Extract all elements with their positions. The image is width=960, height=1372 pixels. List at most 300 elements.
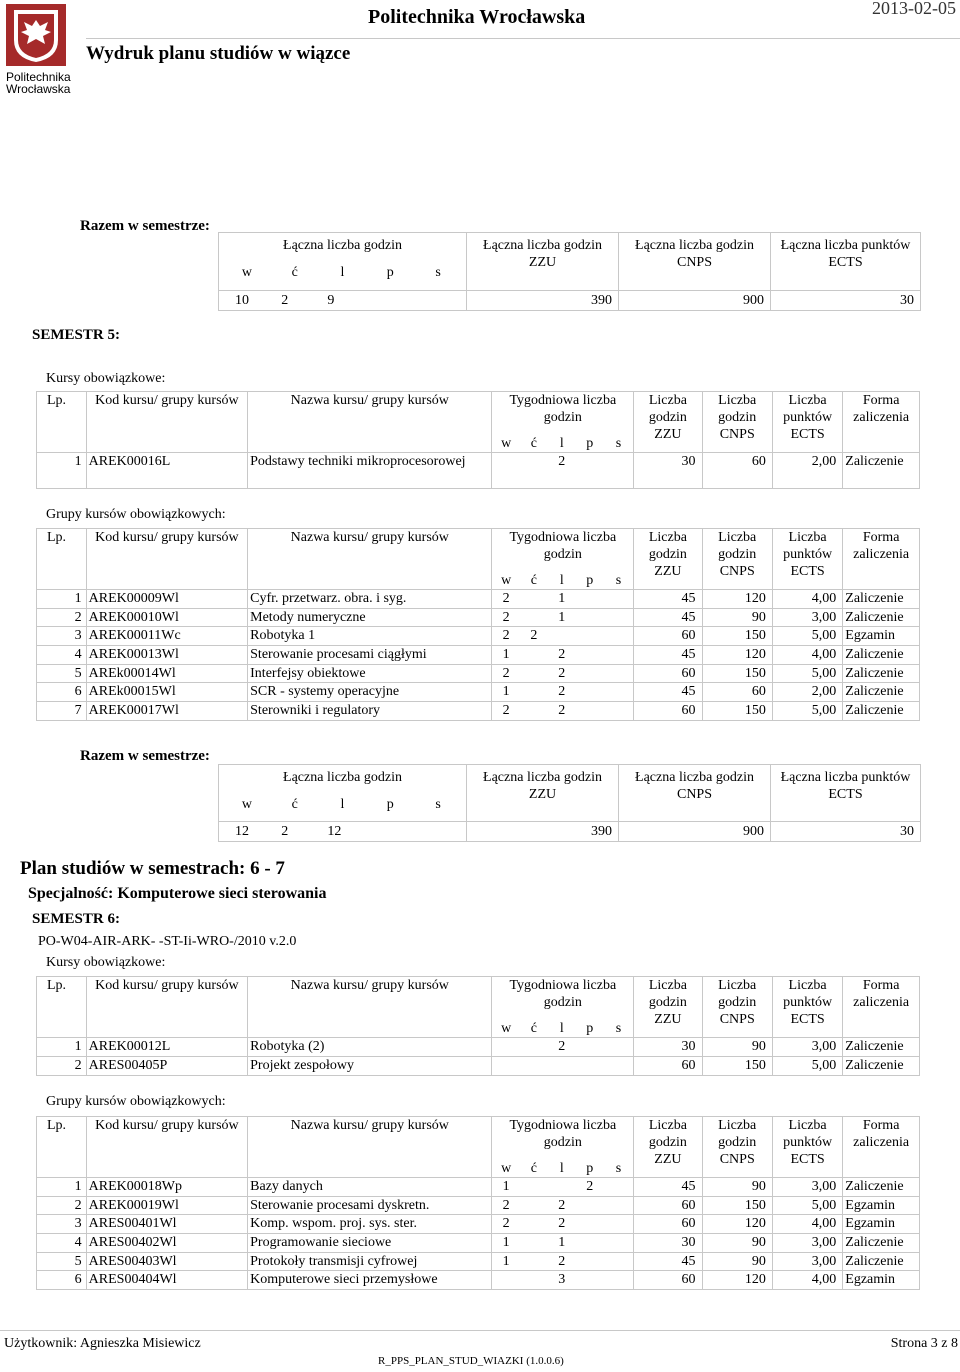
row-p	[576, 1038, 604, 1057]
header-nazwa: Nazwa kursu/ grupy kursów	[248, 529, 492, 590]
row-w: 2	[492, 702, 520, 721]
row-s	[604, 627, 634, 646]
header-divider	[86, 38, 960, 39]
row-c	[520, 1196, 548, 1215]
row-cnps: 150	[702, 627, 772, 646]
header-col-s: s	[604, 1159, 634, 1178]
header-tygodniowa: Tygodniowa liczba godzin	[492, 529, 634, 571]
row-l: 1	[548, 1234, 576, 1253]
row-l	[548, 627, 576, 646]
header-lp: Lp.	[37, 529, 87, 590]
header-col-w: w	[492, 1019, 520, 1038]
sum-p	[374, 292, 420, 309]
sum-zzu-header: Łączna liczba godzin ZZU	[467, 233, 619, 291]
header-lp: Lp.	[37, 977, 87, 1038]
row-s	[604, 702, 634, 721]
row-p	[576, 702, 604, 721]
row-l: 2	[548, 1038, 576, 1057]
header-cnps: Liczba godzin CNPS	[702, 1117, 772, 1178]
header-lp: Lp.	[37, 1117, 87, 1178]
sum-label-1: Razem w semestrze:	[80, 218, 210, 234]
t6a-grid	[36, 976, 920, 1076]
row-p	[576, 1234, 604, 1253]
row-nazwa: Sterowniki i regulatory	[248, 702, 492, 721]
header-col-c: ć	[520, 1019, 548, 1038]
row-kod: AREK00016L	[86, 453, 247, 489]
row-w: 2	[492, 1215, 520, 1234]
row-zzu: 45	[634, 590, 702, 609]
table-row	[37, 590, 920, 609]
row-nazwa: Protokoły transmisji cyfrowej	[248, 1252, 492, 1271]
header-cnps: Liczba godzin CNPS	[702, 529, 772, 590]
header-col-w: w	[492, 434, 520, 453]
row-ects: 5,00	[772, 627, 842, 646]
table-row	[37, 683, 920, 702]
table-row	[37, 1215, 920, 1234]
col-s: s	[435, 797, 441, 812]
col-c: ć	[291, 797, 298, 812]
row-forma: Zaliczenie	[843, 608, 920, 627]
table-row	[37, 1271, 920, 1290]
row-kod: AREK00017Wl	[86, 702, 247, 721]
print-date: 2013-02-05	[872, 0, 956, 18]
row-l: 2	[548, 664, 576, 683]
t6b-grid	[36, 1116, 920, 1290]
col-s: s	[435, 265, 441, 280]
row-lp: 3	[37, 1215, 87, 1234]
row-w	[492, 1271, 520, 1290]
header-col-s: s	[604, 434, 634, 453]
header-col-p: p	[576, 1159, 604, 1178]
sum2-s	[420, 823, 466, 840]
header-col-w: w	[492, 1159, 520, 1178]
col-w: w	[241, 265, 252, 280]
row-nazwa: Programowanie sieciowe	[248, 1234, 492, 1253]
row-cnps: 90	[702, 1252, 772, 1271]
row-nazwa: Komp. wspom. proj. sys. ster.	[248, 1215, 492, 1234]
university-name: Politechnika Wrocławska	[368, 6, 586, 28]
footer-page: Strona 3 z 8	[890, 1336, 958, 1351]
sum-total-header: Łączna liczba godzin	[283, 238, 402, 253]
row-p	[576, 608, 604, 627]
semester-6-title: SEMESTR 6:	[32, 911, 120, 927]
row-zzu: 60	[634, 664, 702, 683]
row-w: 1	[492, 1234, 520, 1253]
row-cnps: 120	[702, 646, 772, 665]
row-s	[604, 1252, 634, 1271]
table-row	[37, 627, 920, 646]
sum2-total-header: Łączna liczba godzin	[283, 770, 402, 785]
row-ects: 4,00	[772, 1271, 842, 1290]
row-lp: 1	[37, 1038, 87, 1057]
row-lp: 2	[37, 1057, 87, 1076]
row-kod: ARES00403Wl	[86, 1252, 247, 1271]
sum2-zzu-header: Łączna liczba godzin ZZU	[467, 765, 619, 822]
row-l: 2	[548, 1196, 576, 1215]
semester-5-title: SEMESTR 5:	[32, 327, 120, 343]
row-w: 2	[492, 590, 520, 609]
row-c	[520, 453, 548, 489]
row-l: 2	[548, 646, 576, 665]
row-zzu: 60	[634, 627, 702, 646]
header-col-p: p	[576, 434, 604, 453]
row-s	[604, 1038, 634, 1057]
groups-label-s5: Grupy kursów obowiązkowych:	[46, 507, 226, 522]
row-nazwa: SCR - systemy operacyjne	[248, 683, 492, 702]
row-p	[576, 646, 604, 665]
row-s	[604, 664, 634, 683]
row-c	[520, 590, 548, 609]
col-l: l	[340, 265, 345, 280]
table-row	[37, 1252, 920, 1271]
plan-title: Plan studiów w semestrach: 6 - 7	[20, 858, 285, 879]
row-kod: AREK00013Wl	[86, 646, 247, 665]
row-lp: 1	[37, 1178, 87, 1197]
row-s	[604, 1057, 634, 1076]
footer-user: Użytkownik: Agnieszka Misiewicz	[4, 1336, 201, 1351]
row-cnps: 90	[702, 1038, 772, 1057]
document-title: Wydruk planu studiów w wiązce	[86, 43, 351, 64]
header-col-l: l	[548, 1159, 576, 1178]
row-c	[520, 1252, 548, 1271]
row-ects: 3,00	[772, 1038, 842, 1057]
row-nazwa: Sterowanie procesami ciągłymi	[248, 646, 492, 665]
header-zzu: Liczba godzin ZZU	[634, 529, 702, 590]
sum-cnps-header: Łączna liczba godzin CNPS	[619, 233, 771, 291]
header-ects: Liczba punktów ECTS	[772, 1117, 842, 1178]
t5b-grid	[36, 528, 920, 721]
row-kod: AREK00019Wl	[86, 1196, 247, 1215]
header-col-p: p	[576, 1019, 604, 1038]
row-c	[520, 1234, 548, 1253]
header-tygodniowa: Tygodniowa liczba godzin	[492, 977, 634, 1019]
header-zzu: Liczba godzin ZZU	[634, 1117, 702, 1178]
table-row	[37, 608, 920, 627]
row-lp: 3	[37, 627, 87, 646]
header-col-s: s	[604, 1019, 634, 1038]
row-w	[492, 453, 520, 489]
row-w: 2	[492, 608, 520, 627]
row-zzu: 45	[634, 646, 702, 665]
row-lp: 5	[37, 1252, 87, 1271]
footer-report-id: R_PPS_PLAN_STUD_WIAZKI (1.0.0.6)	[378, 1355, 564, 1367]
row-ects: 3,00	[772, 1178, 842, 1197]
header-col-p: p	[576, 571, 604, 590]
row-w: 2	[492, 664, 520, 683]
row-zzu: 30	[634, 1038, 702, 1057]
row-lp: 1	[37, 453, 87, 489]
row-c	[520, 1038, 548, 1057]
sum2-ects: 30	[771, 822, 921, 842]
table-row	[37, 1057, 920, 1076]
row-cnps: 150	[702, 664, 772, 683]
row-zzu: 45	[634, 683, 702, 702]
row-s	[604, 590, 634, 609]
header-forma: Forma zaliczenia	[843, 1117, 920, 1178]
row-kod: AREK00012L	[86, 1038, 247, 1057]
row-s	[604, 646, 634, 665]
sum-ects: 30	[771, 291, 921, 311]
row-ects: 5,00	[772, 702, 842, 721]
summary-table-2	[218, 764, 921, 842]
header-zzu: Liczba godzin ZZU	[634, 392, 702, 453]
row-lp: 6	[37, 1271, 87, 1290]
row-kod: ARES00402Wl	[86, 1234, 247, 1253]
row-cnps: 120	[702, 590, 772, 609]
row-lp: 7	[37, 702, 87, 721]
col-l: l	[340, 797, 345, 812]
row-c: 2	[520, 627, 548, 646]
header-forma: Forma zaliczenia	[843, 977, 920, 1038]
row-zzu: 30	[634, 453, 702, 489]
row-l: 2	[548, 453, 576, 489]
row-forma: Zaliczenie	[843, 1252, 920, 1271]
row-forma: Zaliczenie	[843, 1234, 920, 1253]
col-p: p	[386, 797, 394, 812]
row-nazwa: Bazy danych	[248, 1178, 492, 1197]
header-col-c: ć	[520, 434, 548, 453]
row-zzu: 60	[634, 1271, 702, 1290]
row-s	[604, 1196, 634, 1215]
row-lp: 4	[37, 646, 87, 665]
row-p	[576, 453, 604, 489]
table-row	[37, 1178, 920, 1197]
row-c	[520, 702, 548, 721]
header-forma: Forma zaliczenia	[843, 529, 920, 590]
row-cnps: 150	[702, 702, 772, 721]
row-nazwa: Cyfr. przetwarz. obra. i syg.	[248, 590, 492, 609]
header-col-w: w	[492, 571, 520, 590]
row-ects: 5,00	[772, 1057, 842, 1076]
row-lp: 1	[37, 590, 87, 609]
row-p	[576, 1215, 604, 1234]
row-s	[604, 608, 634, 627]
sum2-ects-header: Łączna liczba punktów ECTS	[771, 765, 921, 822]
row-ects: 4,00	[772, 590, 842, 609]
row-nazwa: Komputerowe sieci przemysłowe	[248, 1271, 492, 1290]
header-lp: Lp.	[37, 392, 87, 453]
header-col-l: l	[548, 571, 576, 590]
row-kod: AREK00010Wl	[86, 608, 247, 627]
row-zzu: 60	[634, 1196, 702, 1215]
sum-ects-header: Łączna liczba punktów ECTS	[771, 233, 921, 291]
row-zzu: 30	[634, 1234, 702, 1253]
header-col-s: s	[604, 571, 634, 590]
row-cnps: 60	[702, 453, 772, 489]
row-lp: 4	[37, 1234, 87, 1253]
header-ects: Liczba punktów ECTS	[772, 392, 842, 453]
row-w: 2	[492, 627, 520, 646]
university-logo	[6, 4, 71, 96]
row-forma: Zaliczenie	[843, 683, 920, 702]
col-w: w	[241, 797, 252, 812]
sum2-cnps-header: Łączna liczba godzin CNPS	[619, 765, 771, 822]
table-row	[37, 1038, 920, 1057]
row-w: 1	[492, 646, 520, 665]
logo-text-line1: Politechnika	[6, 70, 71, 84]
header-kod: Kod kursu/ grupy kursów	[86, 977, 247, 1038]
row-cnps: 150	[702, 1057, 772, 1076]
eagle-logo-icon	[6, 4, 66, 66]
row-w: 1	[492, 1252, 520, 1271]
row-c	[520, 608, 548, 627]
header-tygodniowa: Tygodniowa liczba godzin	[492, 392, 634, 434]
row-cnps: 60	[702, 683, 772, 702]
logo-text-line2: Wrocławska	[6, 82, 71, 96]
row-kod: ARES00401Wl	[86, 1215, 247, 1234]
row-cnps: 90	[702, 1178, 772, 1197]
header-col-c: ć	[520, 571, 548, 590]
table-row	[37, 453, 920, 489]
courses-label-s6: Kursy obowiązkowe:	[46, 955, 166, 970]
row-w: 2	[492, 1196, 520, 1215]
row-w: 1	[492, 683, 520, 702]
row-s	[604, 1271, 634, 1290]
row-forma: Egzamin	[843, 627, 920, 646]
table-row	[37, 1234, 920, 1253]
row-forma: Zaliczenie	[843, 646, 920, 665]
sum2-c: 2	[281, 824, 289, 839]
row-l: 2	[548, 702, 576, 721]
courses-label-s5: Kursy obowiązkowe:	[46, 371, 166, 386]
row-forma: Zaliczenie	[843, 590, 920, 609]
row-cnps: 90	[702, 608, 772, 627]
row-cnps: 120	[702, 1215, 772, 1234]
row-ects: 2,00	[772, 453, 842, 489]
sum-w: 10	[235, 293, 249, 308]
row-kod: AREK00018Wp	[86, 1178, 247, 1197]
row-forma: Egzamin	[843, 1196, 920, 1215]
specialty-title: Specjalność: Komputerowe sieci sterowania	[28, 885, 327, 902]
row-w	[492, 1057, 520, 1076]
header-nazwa: Nazwa kursu/ grupy kursów	[248, 392, 492, 453]
row-p	[576, 590, 604, 609]
row-ects: 3,00	[772, 1252, 842, 1271]
header-ects: Liczba punktów ECTS	[772, 529, 842, 590]
row-lp: 6	[37, 683, 87, 702]
sum2-l: 12	[327, 824, 342, 839]
table-row	[37, 646, 920, 665]
table-row	[37, 1196, 920, 1215]
sum2-zzu: 390	[467, 822, 619, 842]
header-col-l: l	[548, 1019, 576, 1038]
row-p	[576, 683, 604, 702]
row-s	[604, 1215, 634, 1234]
sum-l: 9	[327, 293, 335, 308]
row-s	[604, 1234, 634, 1253]
row-c	[520, 1271, 548, 1290]
row-p: 2	[576, 1178, 604, 1197]
sum-zzu: 390	[467, 291, 619, 311]
row-ects: 2,00	[772, 683, 842, 702]
plan-code: PO-W04-AIR-ARK- -ST-Ii-WRO-/2010 v.2.0	[38, 934, 297, 949]
row-kod: AREK00011Wc	[86, 627, 247, 646]
row-l	[548, 1057, 576, 1076]
header-cnps: Liczba godzin CNPS	[702, 977, 772, 1038]
row-nazwa: Robotyka (2)	[248, 1038, 492, 1057]
row-kod: AREK00009Wl	[86, 590, 247, 609]
row-nazwa: Podstawy techniki mikroprocesorowej	[248, 453, 492, 489]
sum2-p	[374, 823, 420, 840]
row-forma: Egzamin	[843, 1215, 920, 1234]
row-ects: 4,00	[772, 646, 842, 665]
row-forma: Zaliczenie	[843, 664, 920, 683]
table-row	[37, 664, 920, 683]
row-l: 2	[548, 683, 576, 702]
row-c	[520, 664, 548, 683]
row-c	[520, 1178, 548, 1197]
sum-cnps: 900	[619, 291, 771, 311]
row-forma: Zaliczenie	[843, 1038, 920, 1057]
row-w	[492, 1038, 520, 1057]
row-c	[520, 683, 548, 702]
col-c: ć	[291, 265, 298, 280]
sum-s	[420, 292, 466, 309]
groups-label-s6: Grupy kursów obowiązkowych:	[46, 1094, 226, 1109]
sum-c: 2	[281, 293, 289, 308]
row-p	[576, 664, 604, 683]
row-nazwa: Metody numeryczne	[248, 608, 492, 627]
header-kod: Kod kursu/ grupy kursów	[86, 1117, 247, 1178]
row-p	[576, 627, 604, 646]
row-cnps: 150	[702, 1196, 772, 1215]
header-ects: Liczba punktów ECTS	[772, 977, 842, 1038]
sum2-w: 12	[235, 824, 249, 839]
row-kod: AREk00014Wl	[86, 664, 247, 683]
row-forma: Egzamin	[843, 1271, 920, 1290]
row-c	[520, 646, 548, 665]
row-s	[604, 1178, 634, 1197]
row-w: 1	[492, 1178, 520, 1197]
summary-table-1	[218, 232, 921, 311]
row-zzu: 45	[634, 1252, 702, 1271]
row-forma: Zaliczenie	[843, 453, 920, 489]
row-p	[576, 1271, 604, 1290]
row-l: 1	[548, 608, 576, 627]
row-zzu: 45	[634, 1178, 702, 1197]
header-col-l: l	[548, 434, 576, 453]
header-kod: Kod kursu/ grupy kursów	[86, 392, 247, 453]
row-cnps: 120	[702, 1271, 772, 1290]
row-l: 2	[548, 1252, 576, 1271]
header-col-c: ć	[520, 1159, 548, 1178]
row-ects: 5,00	[772, 1196, 842, 1215]
row-nazwa: Sterowanie procesami dyskretn.	[248, 1196, 492, 1215]
row-forma: Zaliczenie	[843, 1178, 920, 1197]
header-cnps: Liczba godzin CNPS	[702, 392, 772, 453]
row-kod: AREk00015Wl	[86, 683, 247, 702]
sum2-cnps: 900	[619, 822, 771, 842]
sum-label-2: Razem w semestrze:	[80, 748, 210, 764]
row-c	[520, 1057, 548, 1076]
row-zzu: 45	[634, 608, 702, 627]
row-zzu: 60	[634, 702, 702, 721]
row-forma: Zaliczenie	[843, 1057, 920, 1076]
row-forma: Zaliczenie	[843, 702, 920, 721]
row-c	[520, 1215, 548, 1234]
row-kod: ARES00405P	[86, 1057, 247, 1076]
header-forma: Forma zaliczenia	[843, 392, 920, 453]
row-s	[604, 453, 634, 489]
row-p	[576, 1057, 604, 1076]
table-row	[37, 702, 920, 721]
row-l	[548, 1178, 576, 1197]
header-kod: Kod kursu/ grupy kursów	[86, 529, 247, 590]
row-nazwa: Projekt zespołowy	[248, 1057, 492, 1076]
header-zzu: Liczba godzin ZZU	[634, 977, 702, 1038]
row-lp: 5	[37, 664, 87, 683]
row-l: 3	[548, 1271, 576, 1290]
